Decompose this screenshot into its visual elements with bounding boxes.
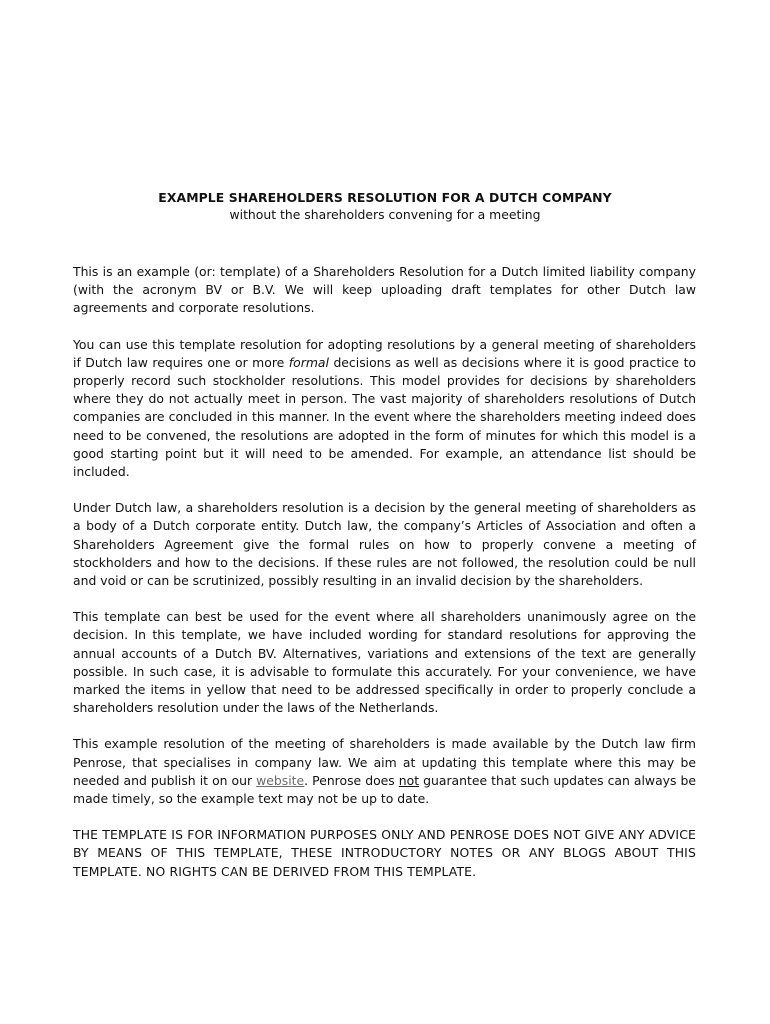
paragraph-availability-text-end: guarantee that such updates can always be made timely, so the example text may not be up to date. (73, 772, 696, 807)
not-underlined: not (398, 772, 420, 788)
paragraph-availability-text-start: This example resolution of the meeting of shareholders is made available by the Dutch law firm Penrose, that specialises in company law. We aim at updating this template where this may be needed and publish it on our (73, 736, 696, 788)
paragraph-template-use: This template can best be used for the event where all shareholders unanimously agree on the decision. In this template, we have included wording for standard resolutions for approving the annual accounts of a Dutch BV. Alternatives, variations and extensions of the text are generally possible. In such case, it is advisable to formulate this accurately. For your convenience, we have marked the items in yellow that need to be addressed specifically in order to properly conclude a shareholders resolution under the laws of the Netherlands. (73, 609, 696, 716)
paragraph-usage-text-end: decisions as well as decisions where it is good practice to properly record such stockholder resolutions. This model provides for decisions by shareholders where they do not actually meet in person. The vast majority of shareholders resolutions of Dutch companies are concluded in this manner. In the event where the shareholders meeting indeed does need to be convened, the resolutions are adopted in the form of minutes for which this model is a good starting point but it will need to be amended. For example, an attendance list should be included. (73, 354, 697, 480)
paragraph-usage-text-start: You can use this template resolution for adopting resolutions by a general meeting of shareholders if Dutch law requires one or more (73, 336, 696, 370)
website-link[interactable]: website (256, 772, 305, 788)
paragraph-disclaimer: THE TEMPLATE IS FOR INFORMATION PURPOSES ONLY AND PENROSE DOES NOT GIVE ANY ADVICE BY MEANS OF THIS TEMPLATE, THESE INTRODUCTORY NOTES OR ANY BLOGS ABOUT THIS TEMPLATE. NO RIGHTS CAN BE DERIVED FROM THIS TEMPLATE. (73, 827, 696, 879)
document-title: EXAMPLE SHAREHOLDERS RESOLUTION FOR A DUTCH COMPANY (158, 190, 612, 205)
paragraph-availability (73, 735, 696, 808)
formal-emphasis: formal (288, 354, 329, 370)
document-body (73, 263, 696, 899)
paragraph-dutch-law: Under Dutch law, a shareholders resolution is a decision by the general meeting of shareholders as a body of a Dutch corporate entity. Dutch law, the company’s Articles of Association and often a Shareholders Agreement give the formal rules on how to properly convene a meeting of stockholders and how to the decisions. If these rules are not followed, the resolution could be null and void or can be scrutinized, possibly resulting in an invalid decision by the shareholders. (73, 500, 696, 589)
title-block (0, 190, 770, 222)
paragraph-intro: This is an example (or: template) of a Shareholders Resolution for a Dutch limited liability company (with the acronym BV or B.V. We will keep uploading draft templates for other Dutch law agreements and corporate resolutions. (73, 264, 696, 316)
document-subtitle: without the shareholders convening for a meeting (229, 207, 541, 222)
paragraph-availability-text-middle: . Penrose does (304, 772, 399, 788)
paragraph-usage (73, 336, 696, 482)
